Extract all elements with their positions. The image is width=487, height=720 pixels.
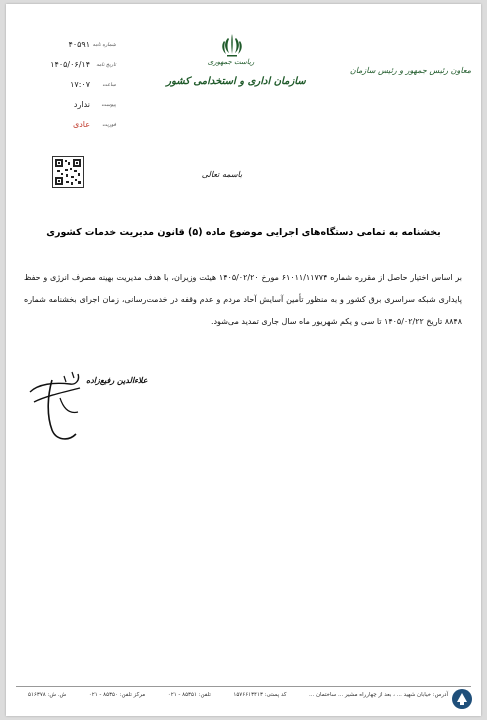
meta-row-time (20, 80, 116, 94)
footer-address: آدرس: خیابان شهید ... ، بعد از چهارراه مشیر ... ساختمان ... (309, 692, 448, 698)
qr-code-icon (52, 156, 84, 188)
meta-row-date (20, 60, 116, 74)
meta-label: شماره نامه (92, 42, 116, 48)
footer-postal-code: کد پستی: ۱۵۷۶۶۱۳۴۱۳ (233, 692, 287, 698)
meta-value: ندارد (73, 100, 90, 109)
signature-mark-icon (20, 362, 92, 452)
meta-value: ۴۰۵۹۱ (68, 40, 90, 49)
meta-label: فوریت (102, 122, 116, 128)
letter-page (6, 4, 481, 716)
meta-row-urgency (20, 120, 116, 134)
deputy-title: معاون رئیس جمهور و رئیس سازمان (349, 66, 471, 75)
meta-label: ساعت (102, 82, 116, 88)
footer-fax: مرکز تلفن: ۸۵۳۵۰ - ۰۲۱ (88, 692, 146, 698)
letter-subject: بخشنامه به تمامی دستگاه‌های اجرایی موضوع ماده (۵) قانون مدیریت خدمات کشوری (46, 227, 441, 238)
organization-logo-icon (451, 688, 473, 710)
invocation: باسمه تعالی (201, 170, 243, 179)
body-paragraph: بر اساس اختیار حاصل از مقرره شماره ۶۱۰۱۱/۱۱۷۷۴ مورخ ۱۴۰۵/۰۲/۲۰ هیئت وزیران، با هدف مدیریت بهینه مصرف انرژی و حفظ پایداری شبکه سراسری برق کشور و به منظور تأمین آسایش آحاد مردم و عدم وقفه در خدمت‌رسانی، زمان اجرای بخشنامه شماره ۸۸۴۸ تاریخ ۱۴۰۵/۰۲/۲۲ تا سی و یکم شهریور ماه سال جاری تمدید می‌شود. (24, 273, 463, 326)
iran-emblem-icon (221, 32, 243, 58)
meta-row-attachment (20, 100, 116, 114)
letter-footer (28, 692, 448, 698)
signer-name: علاءالدین رفیع‌زاده (86, 376, 148, 385)
meta-value: ۱۷:۰۷ (70, 80, 90, 89)
letter-body (24, 267, 462, 333)
organization-name: سازمان اداری و استخدامی کشور (166, 76, 306, 87)
meta-label: تاریخ نامه (96, 62, 116, 68)
footer-phone: تلفن: ۸۵۳۵۱ - ۰۲۱ (167, 692, 211, 698)
footer-national-id: ش. ش: ۵۱۶۳۷۸ (28, 692, 67, 698)
meta-value: ۱۴۰۵/۰۶/۱۴ (50, 60, 90, 69)
presidency-title: ریاست جمهوری (207, 58, 255, 66)
letter-metadata (20, 40, 116, 140)
footer-divider (16, 686, 471, 687)
meta-label: پیوست (101, 102, 116, 108)
meta-value-urgency: عادی (72, 120, 90, 129)
meta-row-number (20, 40, 116, 54)
